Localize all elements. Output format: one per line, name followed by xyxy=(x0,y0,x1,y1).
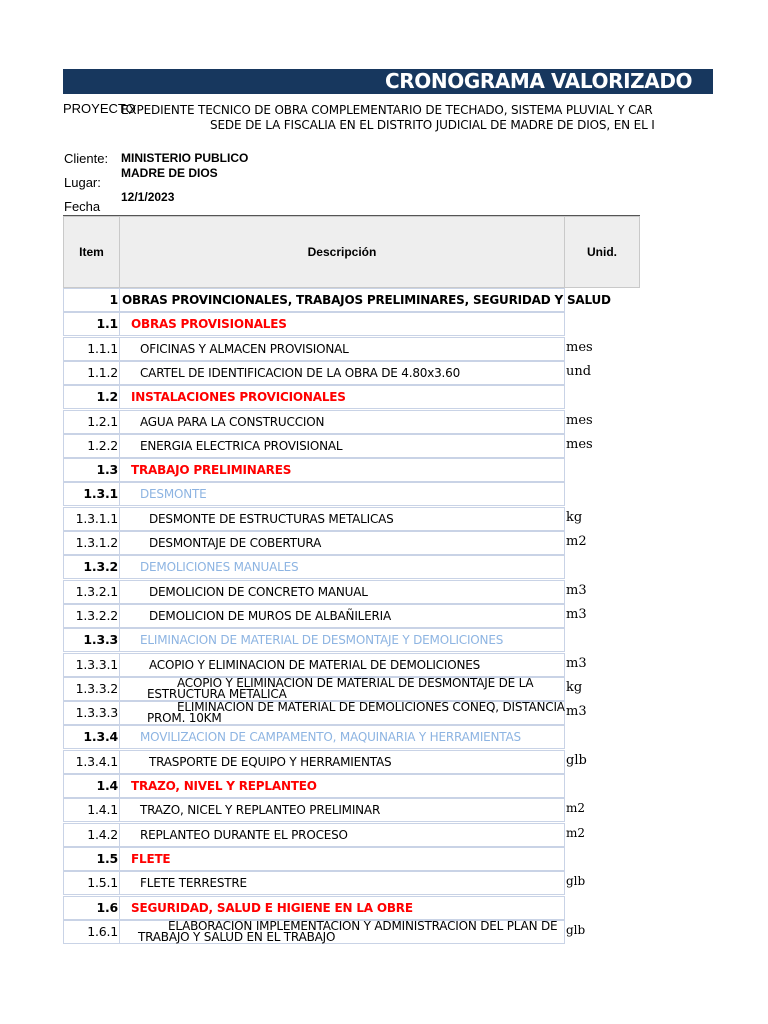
item-number: 1.4.1 xyxy=(63,798,120,822)
item-description: CARTEL DE IDENTIFICACION DE LA OBRA DE 4.80x3.60 xyxy=(120,361,565,385)
item-unit: mes xyxy=(566,340,593,355)
table-row xyxy=(63,410,565,434)
table-row xyxy=(63,774,565,798)
table-row xyxy=(63,750,565,774)
item-description: TRAZO, NICEL Y REPLANTEO PRELIMINAR xyxy=(120,798,565,822)
table-row xyxy=(63,677,565,701)
table-row xyxy=(63,653,565,677)
table-row xyxy=(63,482,565,506)
item-unit: glb xyxy=(566,923,586,937)
table-row xyxy=(63,507,565,531)
item-unit: m2 xyxy=(566,801,586,815)
item-description: REPLANTEO DURANTE EL PROCESO xyxy=(120,823,565,847)
item-number: 1.3.3.1 xyxy=(63,653,120,677)
item-number: 1.4.2 xyxy=(63,823,120,847)
item-unit: m2 xyxy=(566,826,586,840)
item-description: TRABAJO PRELIMINARES xyxy=(120,458,565,482)
table-row xyxy=(63,823,565,847)
item-unit: mes xyxy=(566,413,593,428)
cliente-value: MINISTERIO PUBLICO xyxy=(121,151,249,165)
item-unit: glb xyxy=(566,753,587,768)
item-description: OBRAS PROVISIONALES xyxy=(120,312,565,336)
item-unit: m3 xyxy=(566,704,587,719)
item-description: DESMONTE xyxy=(120,482,565,506)
title-bar xyxy=(63,69,713,94)
table-row xyxy=(63,458,565,482)
table-row xyxy=(63,288,611,312)
project-description xyxy=(121,103,655,133)
table-row xyxy=(63,628,565,652)
item-number: 1.1 xyxy=(63,312,120,336)
cliente-label: Cliente: xyxy=(64,151,109,166)
table-row xyxy=(63,337,565,361)
item-number: 1.3.4 xyxy=(63,725,120,749)
table-row xyxy=(63,385,565,409)
item-description: TRASPORTE DE EQUIPO Y HERRAMIENTAS xyxy=(120,750,565,774)
table-row xyxy=(63,434,565,458)
item-number: 1.2.2 xyxy=(63,434,120,458)
lugar-label: Lugar: xyxy=(64,175,101,190)
item-unit: m3 xyxy=(566,583,587,598)
header-item: Item xyxy=(63,216,120,288)
table-row xyxy=(63,580,565,604)
item-description-line-2: TRABAJO Y SALUD EN EL TRABAJO xyxy=(138,930,336,944)
item-number: 1.3.4.1 xyxy=(63,750,120,774)
item-number: 1.6.1 xyxy=(63,920,120,944)
item-description: MOVILIZACION DE CAMPAMENTO, MAQUINARIA Y HERRAMIENTAS xyxy=(120,725,565,749)
table-row xyxy=(63,920,565,944)
item-number: 1.1.1 xyxy=(63,337,120,361)
item-description-line-2: PROM. 10KM xyxy=(147,711,222,725)
table-row xyxy=(63,798,565,822)
item-description: DESMONTE DE ESTRUCTURAS METALICAS xyxy=(120,507,565,531)
header-unid: Unid. xyxy=(564,216,640,288)
table-row xyxy=(63,604,565,628)
table-row xyxy=(63,312,565,336)
item-number: 1.5 xyxy=(63,847,120,871)
item-description: INSTALACIONES PROVICIONALES xyxy=(120,385,565,409)
item-number: 1.3.2.2 xyxy=(63,604,120,628)
fecha-label: Fecha xyxy=(64,199,101,214)
item-description: OFICINAS Y ALMACEN PROVISIONAL xyxy=(120,337,565,361)
project-line-2: SEDE DE LA FISCALIA EN EL DISTRITO JUDICIAL DE MADRE DE DIOS, EN EL I xyxy=(210,118,655,132)
item-description: DESMONTAJE DE COBERTURA xyxy=(120,531,565,555)
item-description-line-1: ELABORACION IMPLEMENTACION Y ADMINISTRACION DEL PLAN DE xyxy=(168,919,558,933)
item-unit: und xyxy=(566,364,592,379)
project-line-1: EXPEDIENTE TECNICO DE OBRA COMPLEMENTARIO DE TECHADO, SISTEMA PLUVIAL Y CAR xyxy=(121,103,653,117)
item-number: 1.3.1.2 xyxy=(63,531,120,555)
item-description: OBRAS PROVINCIONALES, TRABAJOS PRELIMINARES, SEGURIDAD Y SALUD xyxy=(120,288,565,312)
table-row xyxy=(63,847,565,871)
item-number: 1.3.1.1 xyxy=(63,507,120,531)
item-description-line-1: ACOPIO Y ELIMINACION DE MATERIAL DE DESMONTAJE DE LA xyxy=(177,676,534,690)
item-description: FLETE TERRESTRE xyxy=(120,871,565,895)
item-description xyxy=(120,701,565,725)
table-row xyxy=(63,871,565,895)
item-description: AGUA PARA LA CONSTRUCCION xyxy=(120,410,565,434)
item-number: 1.3.3 xyxy=(63,628,120,652)
item-number: 1.5.1 xyxy=(63,871,120,895)
item-number: 1.3 xyxy=(63,458,120,482)
item-unit: kg xyxy=(566,510,583,525)
item-description: DEMOLICION DE CONCRETO MANUAL xyxy=(120,580,565,604)
item-description: SEGURIDAD, SALUD E HIGIENE EN LA OBRE xyxy=(120,896,565,920)
item-number: 1.3.3.2 xyxy=(63,677,120,701)
project-label: PROYECTO xyxy=(63,101,136,116)
item-description-line-1: ELIMINACION DE MATERIAL DE DEMOLICIONES CONEQ, DISTANCIA xyxy=(177,700,565,714)
item-description: DEMOLICIONES MANUALES xyxy=(120,555,565,579)
table-row xyxy=(63,555,565,579)
item-unit: m3 xyxy=(566,656,587,671)
table-row xyxy=(63,725,565,749)
item-number: 1.2 xyxy=(63,385,120,409)
header-descripcion: Descripción xyxy=(119,216,565,288)
page-title: CRONOGRAMA VALORIZADO xyxy=(385,69,693,93)
table-row xyxy=(63,361,565,385)
item-description: TRAZO, NIVEL Y REPLANTEO xyxy=(120,774,565,798)
item-description: FLETE xyxy=(120,847,565,871)
item-number: 1.6 xyxy=(63,896,120,920)
item-number: 1.1.2 xyxy=(63,361,120,385)
item-unit: mes xyxy=(566,437,593,452)
item-description xyxy=(120,920,565,944)
item-unit: m2 xyxy=(566,534,587,549)
item-description: ACOPIO Y ELIMINACION DE MATERIAL DE DEMOLICIONES xyxy=(120,653,565,677)
item-number: 1.2.1 xyxy=(63,410,120,434)
item-number: 1.3.3.3 xyxy=(63,701,120,725)
item-number: 1.4 xyxy=(63,774,120,798)
item-number: 1 xyxy=(63,288,120,312)
item-description: ENERGIA ELECTRICA PROVISIONAL xyxy=(120,434,565,458)
item-number: 1.3.1 xyxy=(63,482,120,506)
table-row xyxy=(63,701,565,725)
fecha-value: 12/1/2023 xyxy=(121,190,175,204)
item-description: ELIMINACION DE MATERIAL DE DESMONTAJE Y DEMOLICIONES xyxy=(120,628,565,652)
item-unit: kg xyxy=(566,680,583,695)
item-description-line-2: ESTRUCTURA METALICA xyxy=(147,687,287,701)
table-row xyxy=(63,531,565,555)
item-description xyxy=(120,677,565,701)
lugar-value: MADRE DE DIOS xyxy=(121,166,218,180)
item-number: 1.3.2 xyxy=(63,555,120,579)
item-number: 1.3.2.1 xyxy=(63,580,120,604)
item-unit: glb xyxy=(566,874,586,888)
item-unit: m3 xyxy=(566,607,587,622)
table-row xyxy=(63,896,565,920)
item-description: DEMOLICION DE MUROS DE ALBAÑILERIA xyxy=(120,604,565,628)
